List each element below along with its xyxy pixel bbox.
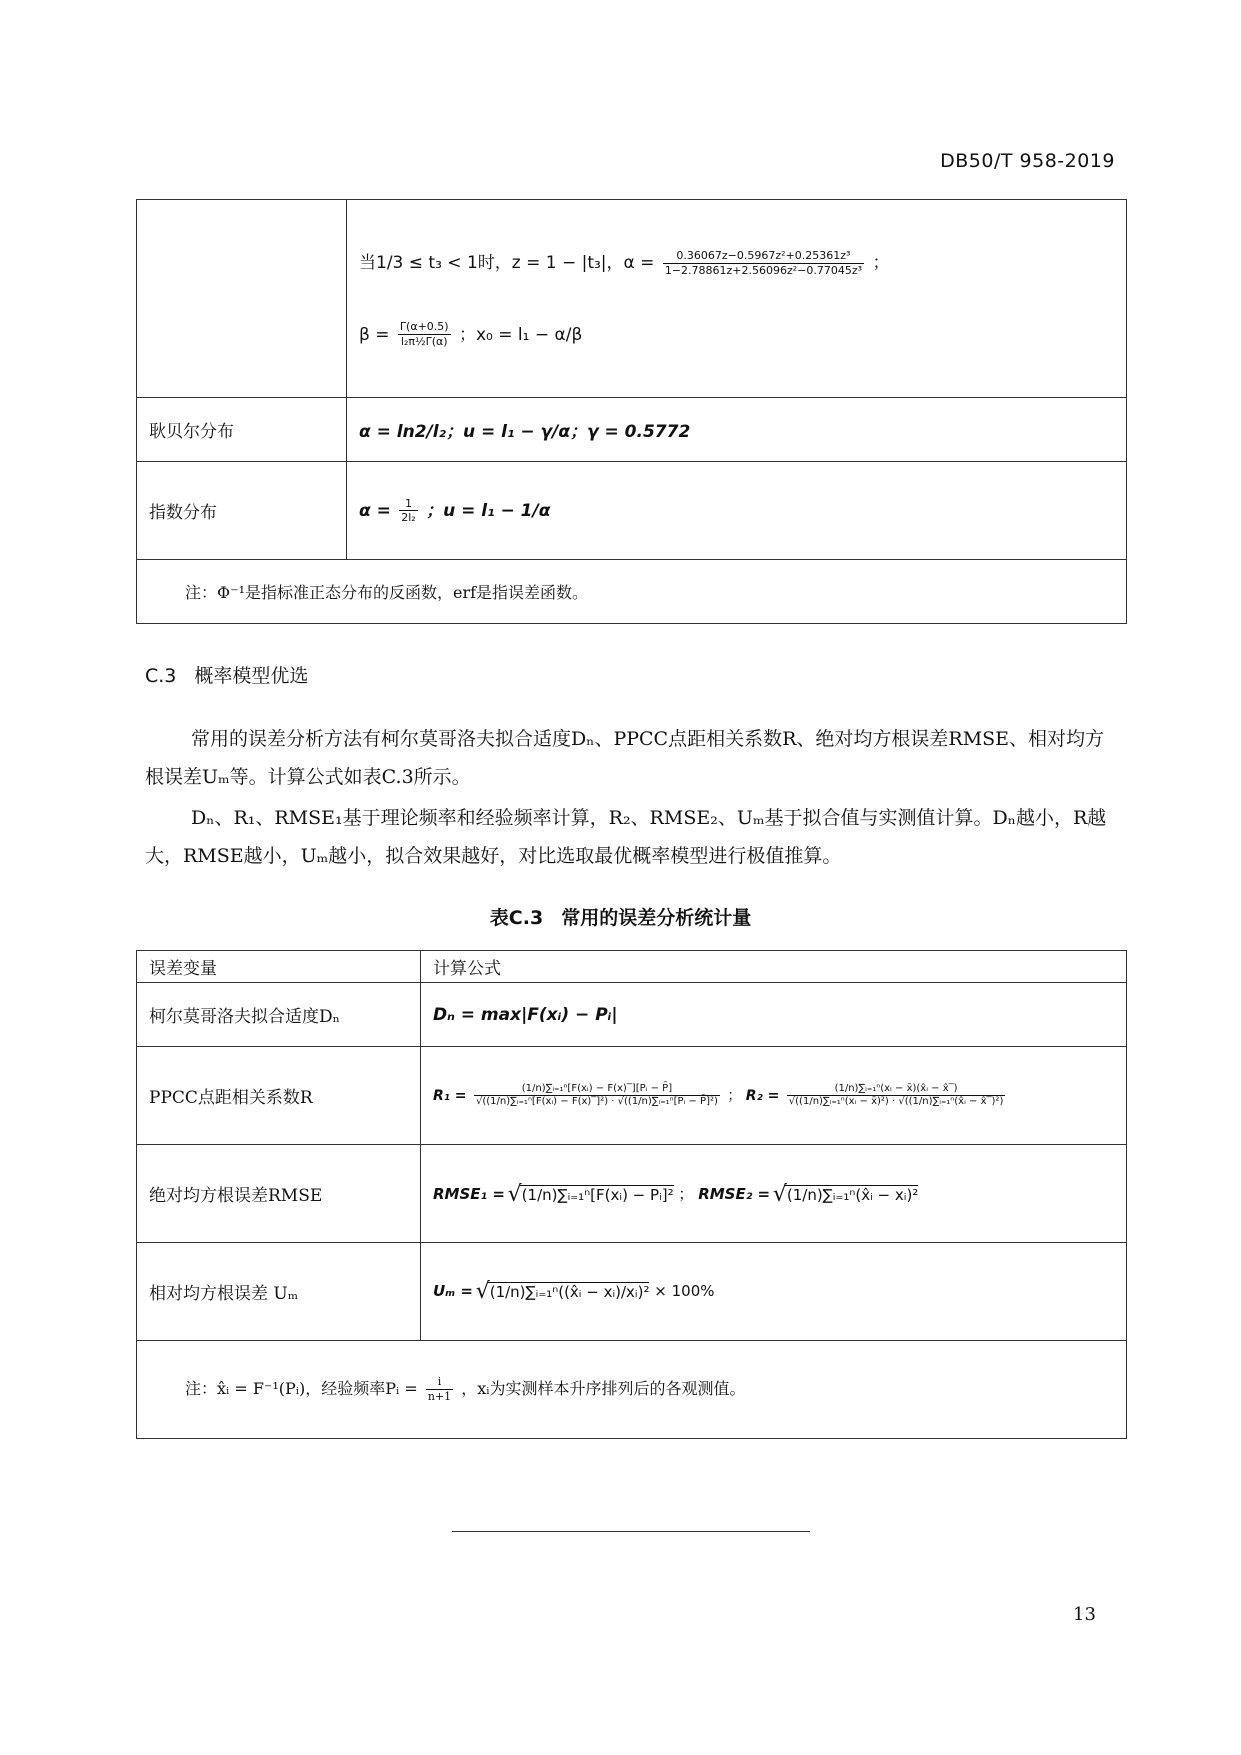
rmse-formula: RMSE₁ = √ (1/n)∑ᵢ₌₁ⁿ[F(xᵢ) − Pᵢ]² ； RMSE₂ = √ (1/n)∑ᵢ₌₁ⁿ(x̂ᵢ − xᵢ)² [421, 1145, 1127, 1243]
table-row [137, 1145, 1127, 1243]
table-row [137, 462, 1127, 560]
variable-name: 绝对均方根误差RMSE [137, 1145, 421, 1243]
table-row [137, 1341, 1127, 1439]
table-note: 注：x̂ᵢ = F⁻¹(Pᵢ)，经验频率Pᵢ = $\frac{i}{n+1}$ ，xᵢ为实测样本升序排列后的各观测值。 [137, 1341, 1127, 1439]
section-heading: C.3 概率模型优选 [145, 665, 309, 687]
sqrt-symbol: √ (1/n)∑ᵢ₌₁ⁿ((x̂ᵢ − xᵢ)/xᵢ)² [488, 1282, 650, 1301]
variable-name: 相对均方根误差 Uₘ [137, 1243, 421, 1341]
beta-formula: β = $\frac{\Gamma(\alpha+0.5)}{\text{l₂π½Γ(α)}}$ ；x₀ = l₁ − α/β [359, 320, 583, 348]
distribution-parameter-table [136, 199, 1127, 624]
table-caption: 表C.3 常用的误差分析统计量 [489, 907, 752, 929]
page-number: 13 [1073, 1604, 1096, 1625]
distribution-name: 耿贝尔分布 [137, 398, 347, 462]
dn-formula: Dₙ = max|F(xᵢ) − Pᵢ| [421, 983, 1127, 1047]
gumbel-formula: α = ln2/l₂；u = l₁ − γ/α；γ = 0.5772 [347, 398, 1127, 462]
sqrt-symbol: √ (1/n)∑ᵢ₌₁ⁿ(x̂ᵢ − xᵢ)² [785, 1185, 918, 1204]
ppcc-formula: R₁ = $\frac{\text{(1/n)∑ᵢ₌₁ⁿ[F(xᵢ) − F(x)‾][Pᵢ − P̄]}}{\text{√((1/n)∑ᵢ₌₁ⁿ[F(xᵢ) − F(x)‾]²) · √((1/n)∑ᵢ₌₁ⁿ[Pᵢ − P̄]²)}}$ ； R₂ = $\frac{\text{(1/n)∑ᵢ₌₁ⁿ(xᵢ − x̄)(x̂ᵢ − x̂‾)}}{\text{√((1/n)∑ᵢ₌₁ⁿ(xᵢ − x̄)²) · √((1/n)∑ᵢ₌₁ⁿ(x̂ᵢ − x̂‾)²)}}$ [421, 1047, 1127, 1145]
alpha-formula: 当1/3 ≤ t₃ < 1时，z = 1 − |t₃|，α = $\frac{\text{0.36067z−0.5967z²+0.25361z³}}{\text{1−2.78861z+2.56096z²−0.77045z³}}$ ； [359, 249, 890, 277]
distribution-name: 指数分布 [137, 462, 347, 560]
column-header: 误差变量 [137, 951, 421, 983]
table-row [137, 983, 1127, 1047]
paragraph: Dₙ、R₁、RMSE₁基于理论频率和经验频率计算，R₂、RMSE₂、Uₘ基于拟合值与实测值计算。Dₙ越小，R越大，RMSE越小，Uₘ越小，拟合效果越好，对比选取最优概率模型进行极值推算。 [145, 807, 1107, 867]
table-note: 注：Φ⁻¹是指标准正态分布的反函数，erf是指误差函数。 [137, 560, 1127, 624]
variable-name: PPCC点距相关系数R [137, 1047, 421, 1145]
exponential-formula: α = $\frac{1}{\text{2l₂}}$ ；u = l₁ − 1/α [347, 462, 1127, 560]
table-cell-empty [137, 200, 347, 398]
beta-fraction: $\frac{\Gamma(\alpha+0.5)}{\text{l₂π½Γ(α)}}$ [399, 320, 449, 348]
frequency-fraction: $\frac{i}{n+1}$ [427, 1375, 452, 1403]
table-row [137, 398, 1127, 462]
table-row [137, 1243, 1127, 1341]
paragraph: 常用的误差分析方法有柯尔莫哥洛夫拟合适度Dₙ、PPCC点距相关系数R、绝对均方根误差RMSE、相对均方根误差Uₘ等。计算公式如表C.3所示。 [145, 728, 1105, 788]
table-row [137, 200, 1127, 398]
alpha-fraction: $\frac{\text{0.36067z−0.5967z²+0.25361z³}}{\text{1−2.78861z+2.56096z²−0.77045z³}}$ [664, 249, 863, 277]
sqrt-symbol: √ (1/n)∑ᵢ₌₁ⁿ[F(xᵢ) − Pᵢ]² [520, 1185, 674, 1204]
r2-fraction: $\frac{\text{(1/n)∑ᵢ₌₁ⁿ(xᵢ − x̄)(x̂ᵢ − x̂‾)}}{\text{√((1/n)∑ᵢ₌₁ⁿ(xᵢ − x̄)²) · √((1/n)∑ᵢ₌₁ⁿ(x̂ᵢ − x̂‾)²)}}$ [788, 1082, 1004, 1107]
formula-cell [347, 200, 1127, 398]
column-header: 计算公式 [421, 951, 1127, 983]
exponential-fraction: $\frac{1}{\text{2l₂}}$ [401, 496, 416, 525]
r1-fraction: $\frac{\text{(1/n)∑ᵢ₌₁ⁿ[F(xᵢ) − F(x)‾][Pᵢ − P̄]}}{\text{√((1/n)∑ᵢ₌₁ⁿ[F(xᵢ) − F(x)‾]²) · √((1/n)∑ᵢ₌₁ⁿ[Pᵢ − P̄]²)}}$ [475, 1082, 718, 1107]
table-header-row [137, 951, 1127, 983]
table-row [137, 560, 1127, 624]
footer-divider [452, 1531, 810, 1532]
document-code: DB50/T 958-2019 [940, 150, 1115, 172]
um-formula: Uₘ = √ (1/n)∑ᵢ₌₁ⁿ((x̂ᵢ − xᵢ)/xᵢ)² × 100% [421, 1243, 1127, 1341]
variable-name: 柯尔莫哥洛夫拟合适度Dₙ [137, 983, 421, 1047]
table-row [137, 1047, 1127, 1145]
error-statistics-table [136, 950, 1127, 1439]
